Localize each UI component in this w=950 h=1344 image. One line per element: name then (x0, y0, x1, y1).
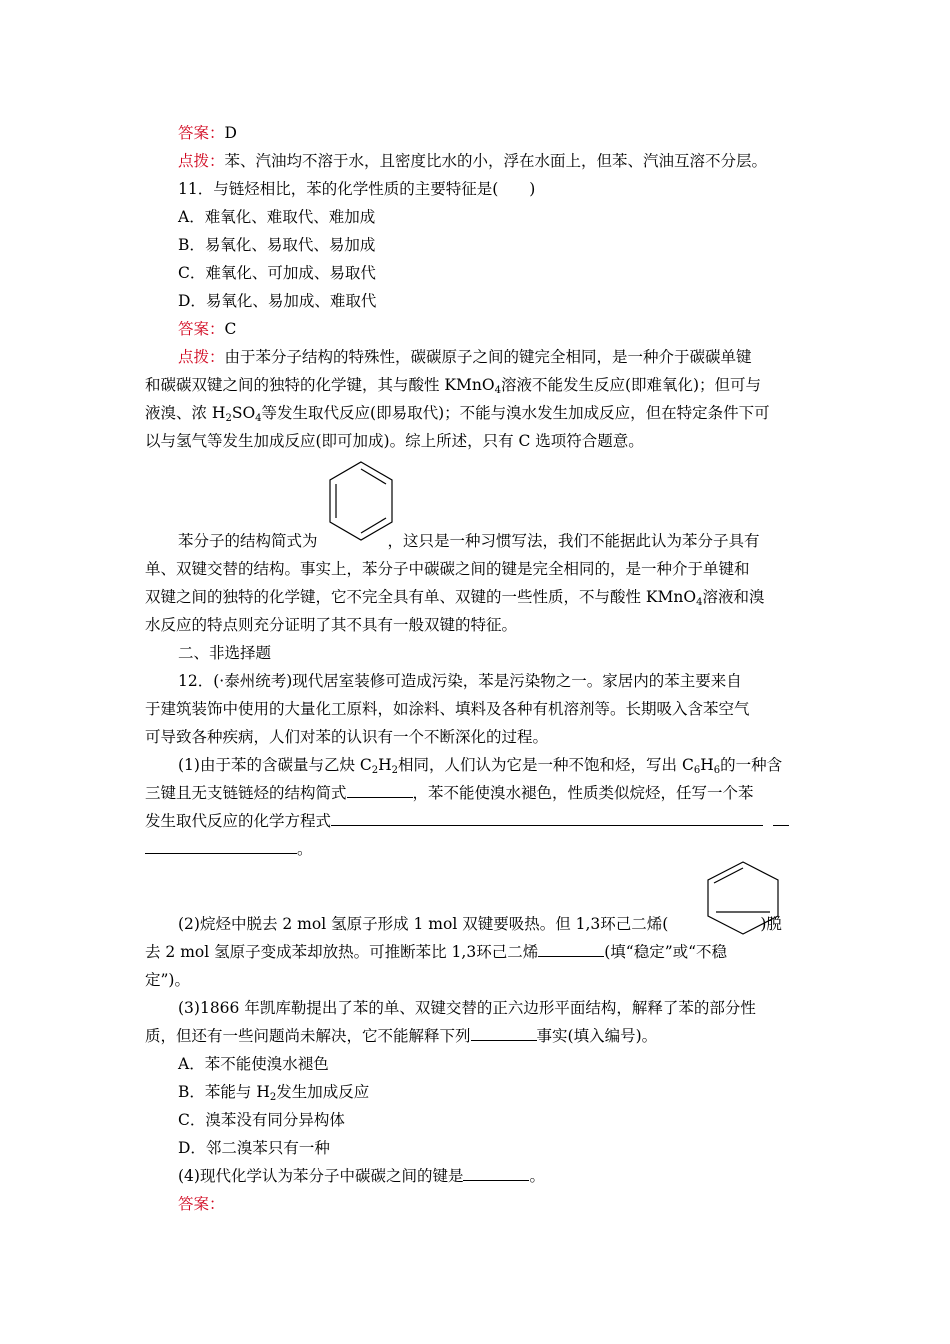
answer-blank[interactable] (538, 942, 604, 957)
q11-hint-line1 (178, 347, 752, 367)
q11-option-a: A．难氧化、难取代、难加成 (178, 208, 376, 226)
text: B．苯能与 H (178, 1083, 270, 1101)
q11-option-d: D．易氧化、易加成、难取代 (178, 292, 377, 310)
q12-part3-line2 (145, 1026, 657, 1046)
q12-part1-line4 (145, 839, 313, 859)
note-line3 (145, 587, 764, 607)
text: 的一种含 (720, 756, 783, 774)
q12-part1-line2 (145, 783, 754, 803)
text: (填“稳定”或“不稳 (604, 943, 728, 961)
note-line4: 水反应的特点则充分证明了其不具有一般双键的特征。 (145, 616, 518, 634)
text: H (700, 756, 714, 774)
text: 和碳碳双键之间的独特的化学键，其与酸性 KMnO (145, 376, 495, 394)
answer-blank[interactable] (773, 811, 789, 826)
subscript: 4 (255, 413, 262, 424)
hint-text: 由于苯分子结构的特殊性，碳碳原子之间的键完全相同，是一种介于碳碳单键 (224, 348, 752, 366)
subscript: 2 (225, 413, 232, 424)
hint-label: 点拨： (178, 152, 225, 170)
text: 相同，人们认为它是一种不饱和烃，写出 C (398, 756, 694, 774)
q12-part3-option-c: C．溴苯没有同分异构体 (178, 1111, 345, 1129)
text: (4)现代化学认为苯分子中碳碳之间的键是 (178, 1167, 464, 1185)
q12-part3-line1: (3)1866 年凯库勒提出了苯的单、双键交替的正六边形平面结构，解释了苯的部分性 (178, 999, 756, 1017)
q11-hint-line4: 以与氢气等发生加成反应(即可加成)。综上所述，只有 C 选项符合题意。 (145, 432, 644, 450)
answer-blank[interactable] (145, 839, 297, 854)
answer-blank[interactable] (331, 811, 763, 826)
text: 等发生取代反应(即易取代)；不能与溴水发生加成反应，但在特定条件下可 (261, 404, 770, 422)
subscript: 2 (269, 1092, 277, 1103)
subscript: 4 (494, 385, 501, 396)
q11-answer (178, 319, 236, 339)
text: 。 (529, 1167, 545, 1185)
text: H (378, 756, 392, 774)
subscript: 6 (713, 765, 721, 776)
answer-blank[interactable] (471, 1026, 537, 1041)
q10-answer (178, 123, 237, 143)
text: (2)烷烃中脱去 2 mol 氢原子形成 1 mol 双键要吸热。但 1,3环己二烯( (178, 915, 669, 933)
text: )脱 (760, 915, 782, 933)
text: 溶液和溴 (702, 588, 765, 606)
answer-blank[interactable] (463, 1166, 529, 1181)
q11-option-b: B．易氧化、易取代、易加成 (178, 236, 376, 254)
text: 发生加成反应 (276, 1083, 370, 1101)
q12-stem-line1: 12．(·泰州统考)现代居室装修可造成污染，苯是污染物之一。家居内的苯主要来自 (178, 672, 742, 690)
text: 去 2 mol 氢原子变成苯却放热。可推断苯比 1,3环己二烯 (145, 943, 539, 961)
subscript: 2 (371, 765, 379, 776)
text: 双键之间的独特的化学键，它不完全具有单、双键的一些性质，不与酸性 KMnO (145, 588, 697, 606)
answer-label: 答案： (178, 124, 225, 142)
hint-label: 点拨： (178, 348, 225, 366)
text: 。 (297, 840, 313, 858)
q12-part3-option-b (178, 1082, 369, 1102)
text: SO (231, 404, 256, 422)
answer-label: 答案： (178, 320, 225, 338)
text: 液溴、浓 H (145, 404, 226, 422)
answer-label: 答案： (178, 1195, 225, 1213)
subscript: 2 (391, 765, 399, 776)
q12-stem-line2: 于建筑装饰中使用的大量化工原料，如涂料、填料及各种有机溶剂等。长期吸入含苯空气 (145, 700, 750, 718)
q12-part2-line2 (145, 942, 727, 962)
q12-part2-line3: 定”)。 (145, 971, 190, 989)
q12-stem-line3: 可导致各种疾病，人们对苯的认识有一个不断深化的过程。 (145, 728, 549, 746)
q12-part2-line1 (178, 914, 782, 934)
note-line1 (178, 531, 760, 551)
section-title: 二、非选择题 (178, 644, 272, 662)
q12-part3-option-a: A．苯不能使溴水褪色 (178, 1055, 329, 1073)
q11-stem: 11．与链烃相比，苯的化学性质的主要特征是( ) (178, 180, 536, 198)
text: 苯分子的结构简式为 (178, 532, 318, 550)
text: (1)由于苯的含碳量与乙炔 C (178, 756, 372, 774)
q12-part1-line3 (145, 811, 789, 831)
note-line2: 单、双键交替的结构。事实上，苯分子中碳碳之间的键是完全相同的，是一种介于单键和 (145, 560, 750, 578)
answer-value: C (224, 320, 237, 338)
text: 发生取代反应的化学方程式 (145, 812, 332, 830)
text: 质，但还有一些问题尚未解决，它不能解释下列 (145, 1027, 471, 1045)
q11-option-c: C．难氧化、可加成、易取代 (178, 264, 376, 282)
q10-hint (178, 151, 767, 171)
answer-blank[interactable] (347, 783, 413, 798)
q12-part3-option-d: D．邻二溴苯只有一种 (178, 1139, 330, 1157)
q12-part1-line1 (178, 755, 782, 775)
answer-value: D (224, 124, 237, 142)
text: ，苯不能使溴水褪色，性质类似烷烃，任写一个苯 (412, 784, 754, 802)
subscript: 4 (696, 597, 703, 608)
text: 溶液不能发生反应(即难氧化)；但可与 (500, 376, 762, 394)
subscript: 6 (693, 765, 701, 776)
text: 事实(填入编号)。 (536, 1027, 658, 1045)
text: ，这只是一种习惯写法，我们不能据此认为苯分子具有 (387, 532, 760, 550)
q11-hint-line3 (145, 403, 770, 423)
q11-hint-line2 (145, 375, 761, 395)
q12-answer (178, 1194, 225, 1214)
text: 三键且无支链链烃的结构简式 (145, 784, 347, 802)
q12-part4 (178, 1166, 545, 1186)
hint-text: 苯、汽油均不溶于水，且密度比水的小，浮在水面上，但苯、汽油互溶不分层。 (224, 152, 768, 170)
